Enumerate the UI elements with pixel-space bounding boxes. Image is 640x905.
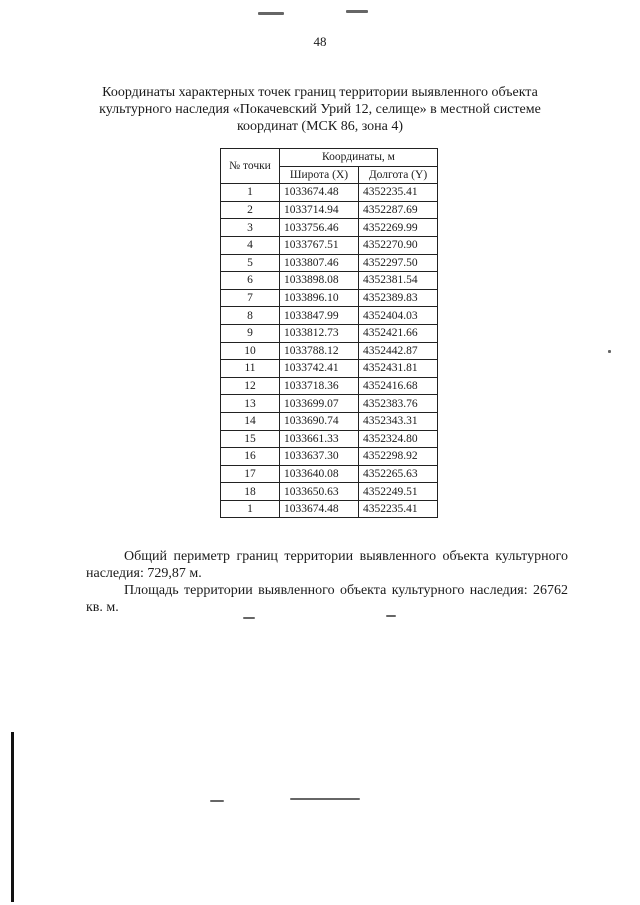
latitude-x-cell: 1033788.12: [280, 342, 359, 360]
longitude-y-cell: 4352324.80: [359, 430, 438, 448]
latitude-x-cell: 1033742.41: [280, 360, 359, 378]
point-number-cell: 17: [221, 465, 280, 483]
point-number-cell: 10: [221, 342, 280, 360]
latitude-x-cell: 1033674.48: [280, 184, 359, 202]
table-row: [221, 219, 438, 237]
latitude-x-cell: 1033640.08: [280, 465, 359, 483]
point-number-cell: 14: [221, 412, 280, 430]
scan-speck: [243, 617, 255, 619]
table-row: [221, 360, 438, 378]
point-number-cell: 4: [221, 236, 280, 254]
table-row: [221, 201, 438, 219]
table-row: [221, 500, 438, 518]
longitude-y-cell: 4352298.92: [359, 448, 438, 466]
longitude-y-cell: 4352431.81: [359, 360, 438, 378]
latitude-x-cell: 1033896.10: [280, 289, 359, 307]
perimeter-text: Общий периметр границ территории выявленного объекта культурного наследия: 729,87 м.: [86, 549, 568, 581]
longitude-y-cell: 4352270.90: [359, 236, 438, 254]
point-number-cell: 9: [221, 324, 280, 342]
point-number-cell: 3: [221, 219, 280, 237]
longitude-y-cell: 4352235.41: [359, 184, 438, 202]
longitude-y-cell: 4352269.99: [359, 219, 438, 237]
table-row: [221, 184, 438, 202]
coordinates-table: [220, 148, 438, 518]
area-text: Площадь территории выявленного объекта культурного наследия: 26762 кв. м.: [86, 583, 568, 615]
point-number-cell: 2: [221, 201, 280, 219]
latitude-x-cell: 1033767.51: [280, 236, 359, 254]
table-row: [221, 483, 438, 501]
point-number-cell: 8: [221, 307, 280, 325]
table-row: [221, 289, 438, 307]
point-number-cell: 7: [221, 289, 280, 307]
table-body: [221, 184, 438, 518]
latitude-x-cell: 1033661.33: [280, 430, 359, 448]
longitude-y-cell: 4352404.03: [359, 307, 438, 325]
point-number-cell: 18: [221, 483, 280, 501]
table-row: [221, 307, 438, 325]
table-row: [221, 465, 438, 483]
header-coordinates: Координаты, м: [280, 149, 438, 167]
table-row: [221, 272, 438, 290]
table-row: [221, 342, 438, 360]
latitude-x-cell: 1033699.07: [280, 395, 359, 413]
table-row: [221, 412, 438, 430]
document-title: Координаты характерных точек границ территории выявленного объекта культурного наследия «Покачевский Урий 12, селище» в местной системе координат (МСК 86, зона 4): [99, 85, 541, 134]
table-row: [221, 236, 438, 254]
area-paragraph: [86, 582, 568, 616]
longitude-y-cell: 4352297.50: [359, 254, 438, 272]
latitude-x-cell: 1033812.73: [280, 324, 359, 342]
scan-speck: [608, 350, 611, 353]
coordinates-table-container: [220, 148, 438, 518]
point-number-cell: 1: [221, 184, 280, 202]
table-row: [221, 430, 438, 448]
latitude-x-cell: 1033898.08: [280, 272, 359, 290]
table-row: [221, 254, 438, 272]
scan-speck: [210, 800, 224, 802]
page-number: 48: [313, 34, 327, 49]
table-row: [221, 377, 438, 395]
table-row: [221, 324, 438, 342]
latitude-x-cell: 1033714.94: [280, 201, 359, 219]
latitude-x-cell: 1033690.74: [280, 412, 359, 430]
longitude-y-cell: 4352235.41: [359, 500, 438, 518]
scan-speck: [290, 798, 360, 800]
longitude-y-cell: 4352421.66: [359, 324, 438, 342]
latitude-x-cell: 1033650.63: [280, 483, 359, 501]
table-row: [221, 395, 438, 413]
longitude-y-cell: 4352287.69: [359, 201, 438, 219]
longitude-y-cell: 4352383.76: [359, 395, 438, 413]
longitude-y-cell: 4352249.51: [359, 483, 438, 501]
longitude-y-cell: 4352343.31: [359, 412, 438, 430]
latitude-x-cell: 1033718.36: [280, 377, 359, 395]
scan-speck: [346, 10, 368, 13]
latitude-x-cell: 1033637.30: [280, 448, 359, 466]
header-latitude-x: Широта (X): [280, 166, 359, 184]
scan-speck: [258, 12, 284, 15]
perimeter-paragraph: [86, 548, 568, 582]
longitude-y-cell: 4352416.68: [359, 377, 438, 395]
longitude-y-cell: 4352265.63: [359, 465, 438, 483]
point-number-cell: 13: [221, 395, 280, 413]
point-number-cell: 15: [221, 430, 280, 448]
point-number-cell: 1: [221, 500, 280, 518]
latitude-x-cell: 1033807.46: [280, 254, 359, 272]
header-longitude-y: Долгота (Y): [359, 166, 438, 184]
latitude-x-cell: 1033756.46: [280, 219, 359, 237]
point-number-cell: 6: [221, 272, 280, 290]
header-point-number: № точки: [221, 149, 280, 184]
scan-margin-bar: [11, 732, 14, 902]
latitude-x-cell: 1033847.99: [280, 307, 359, 325]
longitude-y-cell: 4352442.87: [359, 342, 438, 360]
point-number-cell: 5: [221, 254, 280, 272]
latitude-x-cell: 1033674.48: [280, 500, 359, 518]
scan-speck: [386, 615, 396, 617]
point-number-cell: 12: [221, 377, 280, 395]
longitude-y-cell: 4352381.54: [359, 272, 438, 290]
longitude-y-cell: 4352389.83: [359, 289, 438, 307]
point-number-cell: 16: [221, 448, 280, 466]
table-row: [221, 448, 438, 466]
point-number-cell: 11: [221, 360, 280, 378]
